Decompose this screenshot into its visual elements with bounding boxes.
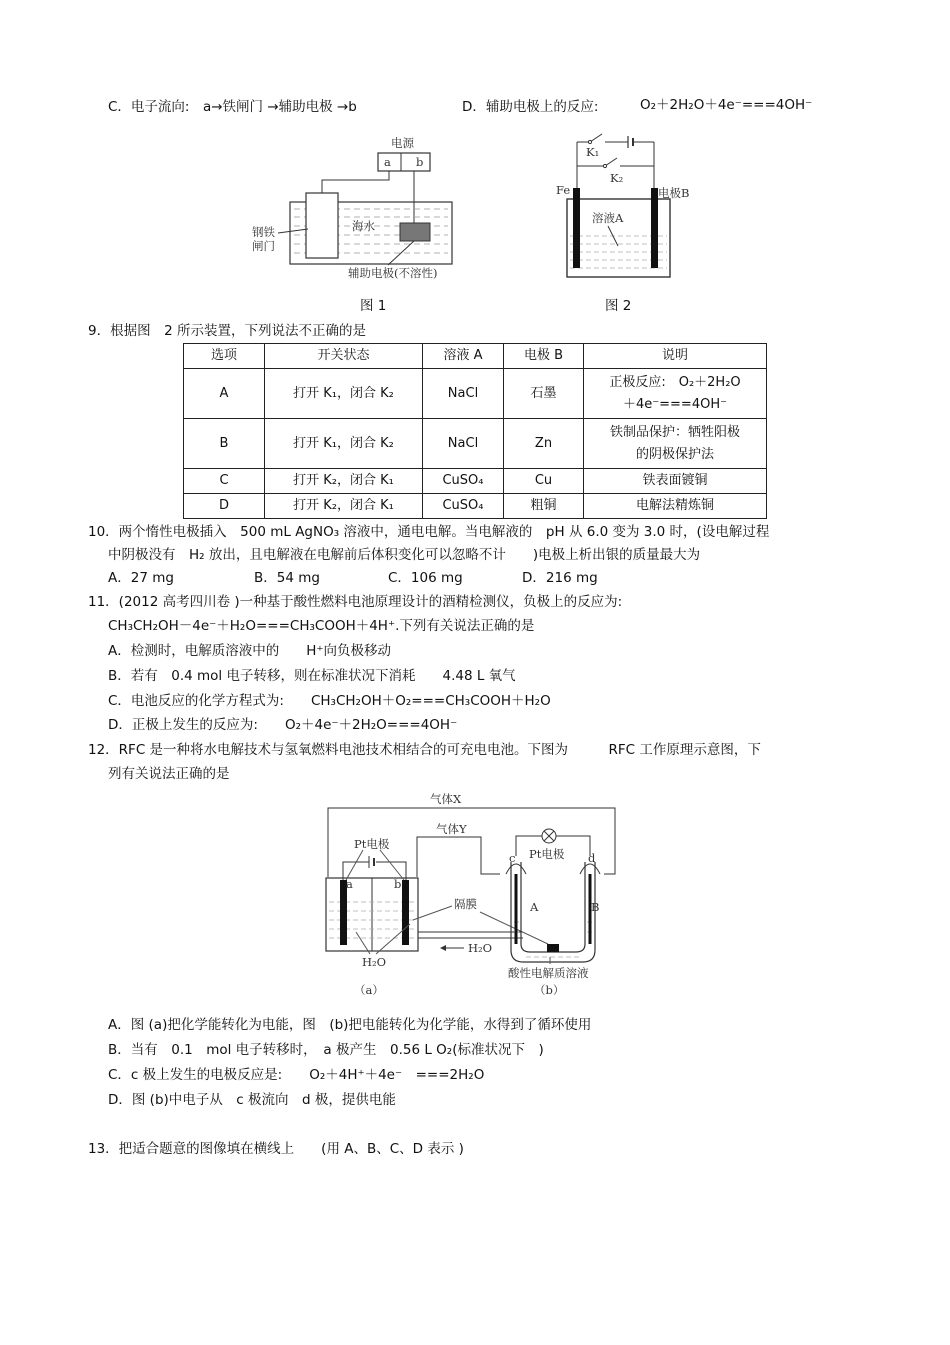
table-row	[184, 369, 767, 419]
q10-option-a: A．27 mg	[108, 570, 174, 586]
q12-option-d: D．图 (b)中电子从 c 极流向 d 极，提供电能	[108, 1092, 396, 1108]
q10-line-1: 10．两个惰性电极插入 500 mL AgNO₃ 溶液中，通电电解。当电解液的 pH 从 6.0 变为 3.0 时，(设电解过程	[88, 524, 770, 540]
cell-note: 铁制品保护：牺牲阳极 的阴极保护法	[584, 419, 767, 469]
header-option: 选项	[184, 344, 265, 369]
fig2-switch-k2	[605, 158, 617, 166]
fig2-k1-label: K₁	[586, 145, 600, 159]
q10-option-c: C．106 mg	[388, 570, 463, 586]
cell-switch: 打开 K₂，闭合 K₁	[265, 469, 423, 494]
cell-option: A	[184, 369, 265, 419]
fig2-electrode-b-label: 电极B	[658, 186, 690, 200]
fig3-label-c: c	[509, 851, 516, 865]
fig3-membrane	[547, 944, 559, 952]
cell-solution: CuSO₄	[423, 469, 504, 494]
cell-option: D	[184, 494, 265, 519]
figure-1-diagram	[248, 133, 463, 283]
fig3-label-d: d	[588, 851, 596, 865]
fig3-electrode-b	[402, 880, 409, 945]
cell-option: B	[184, 419, 265, 469]
cell-electrode: 粗铜	[504, 494, 584, 519]
q12-line-2: 列有关说法正确的是	[108, 766, 230, 782]
cell-option: C	[184, 469, 265, 494]
q12-option-a: A．图 (a)把化学能转化为电能，图 (b)把电能转化为化学能，水得到了循环使用	[108, 1017, 592, 1033]
table-header-row	[184, 344, 767, 369]
fig2-electrode-b	[651, 188, 658, 268]
q9-stem: 9．根据图 2 所示装置，下列说法不正确的是	[88, 323, 366, 339]
cell-note: 电解法精炼铜	[584, 494, 767, 519]
q8-option-c: C．电子流向: a→铁闸门 →辅助电极 →b	[108, 99, 357, 115]
fig3-caption-b: （b）	[534, 983, 565, 997]
fig3-caption-a: （a）	[354, 983, 384, 997]
fig1-steel-gate	[306, 193, 338, 258]
q11-option-a: A．检测时，电解质溶液中的 H⁺向负极移动	[108, 643, 392, 659]
cell-electrode: Zn	[504, 419, 584, 469]
fig3-gas-x-label: 气体X	[430, 792, 462, 806]
header-electrode: 电极 B	[504, 344, 584, 369]
fig3-label-A: A	[530, 900, 539, 914]
fig1-seawater-label: 海水	[352, 219, 375, 233]
table-row	[184, 469, 767, 494]
fig2-solution-label: 溶液A	[592, 211, 624, 225]
q9-options-table	[183, 343, 767, 519]
q11-option-c: C．电池反应的化学方程式为: CH₃CH₂OH＋O₂===CH₃COOH＋H₂O	[108, 693, 551, 709]
fig1-power-label: 电源	[391, 136, 414, 150]
fig2-fe-electrode	[573, 188, 580, 268]
fig3-label-b: b	[394, 877, 402, 891]
table-row	[184, 419, 767, 469]
q11-option-d: D．正极上发生的反应为: O₂＋4e⁻＋2H₂O===4OH⁻	[108, 717, 458, 733]
fig3-label-B: B	[591, 900, 600, 914]
q12-option-b: B．当有 0.1 mol 电子转移时， a 极产生 0.56 L O₂(标准状况下 )	[108, 1042, 544, 1058]
fig3-water-label: H₂O	[362, 955, 387, 969]
cell-switch: 打开 K₁，闭合 K₂	[265, 369, 423, 419]
figure-1-caption: 图 1	[360, 298, 387, 314]
q10-line-2: 中阴极没有 H₂ 放出，且电解液在电解前后体积变化可以忽略不计 )电极上析出银的质量最大为	[108, 547, 701, 563]
fig3-electrolyte-label: 酸性电解质溶液	[508, 966, 589, 980]
q12-line-1: 12．RFC 是一种将水电解技术与氢氧燃料电池技术相结合的可充电电池。下图为 RFC 工作原理示意图，下	[88, 742, 761, 758]
figure-2-caption: 图 2	[605, 298, 632, 314]
q11-line-2: CH₃CH₂OH－4e⁻＋H₂O===CH₃COOH＋4H⁺.下列有关说法正确的是	[108, 618, 535, 634]
q8-option-d-equation: O₂＋2H₂O＋4e⁻===4OH⁻	[640, 97, 813, 113]
cell-solution: CuSO₄	[423, 494, 504, 519]
cell-electrode: Cu	[504, 469, 584, 494]
q8-option-d-prefix: D．辅助电极上的反应:	[462, 99, 599, 115]
figure-2-diagram	[550, 128, 695, 283]
header-note: 说明	[584, 344, 767, 369]
fig2-k2-label: K₂	[610, 171, 624, 185]
fig3-label-a: a	[346, 877, 353, 891]
q10-option-b: B．54 mg	[254, 570, 320, 586]
header-switch: 开关状态	[265, 344, 423, 369]
fig1-terminal-b: b	[416, 155, 424, 169]
fig1-aux-electrode-label: 辅助电极(不溶性)	[348, 266, 438, 280]
fig1-terminal-a: a	[384, 155, 391, 169]
fig3-pt-left-label: Pt电极	[354, 837, 390, 851]
q12-option-c: C．c 极上发生的电极反应是: O₂＋4H⁺＋4e⁻ ===2H₂O	[108, 1067, 485, 1083]
header-solution: 溶液 A	[423, 344, 504, 369]
fig1-aux-electrode	[400, 223, 430, 241]
fig1-gate-label-1: 钢铁	[252, 225, 275, 239]
cell-solution: NaCl	[423, 369, 504, 419]
fig3-membrane-label: 隔膜	[454, 897, 477, 911]
fig1-gate-label-2: 闸门	[252, 239, 275, 253]
cell-switch: 打开 K₁，闭合 K₂	[265, 419, 423, 469]
cell-note: 正极反应: O₂＋2H₂O ＋4e⁻===4OH⁻	[584, 369, 767, 419]
fig3-pt-right-label: Pt电极	[529, 847, 565, 861]
cell-switch: 打开 K₂，闭合 K₁	[265, 494, 423, 519]
q11-option-b: B．若有 0.4 mol 电子转移，则在标准状况下消耗 4.48 L 氧气	[108, 668, 516, 684]
cell-solution: NaCl	[423, 419, 504, 469]
q13-line-1: 13．把适合题意的图像填在横线上 (用 A、B、C、D 表示 )	[88, 1141, 464, 1157]
cell-note: 铁表面镀铜	[584, 469, 767, 494]
fig3-gas-y-pipe	[417, 837, 500, 877]
cell-electrode: 石墨	[504, 369, 584, 419]
figure-3-rfc-diagram	[318, 792, 623, 1002]
fig3-gas-y-label: 气体Y	[436, 822, 467, 836]
fig2-fe-label: Fe	[556, 183, 571, 197]
q11-line-1: 11．(2012 高考四川卷 )一种基于酸性燃料电池原理设计的酒精检测仪，负极上的反应为:	[88, 594, 623, 610]
fig2-switch-k1	[590, 134, 602, 142]
q10-option-d: D．216 mg	[522, 570, 598, 586]
fig3-water-flow-label: H₂O	[468, 941, 493, 955]
table-row	[184, 494, 767, 519]
